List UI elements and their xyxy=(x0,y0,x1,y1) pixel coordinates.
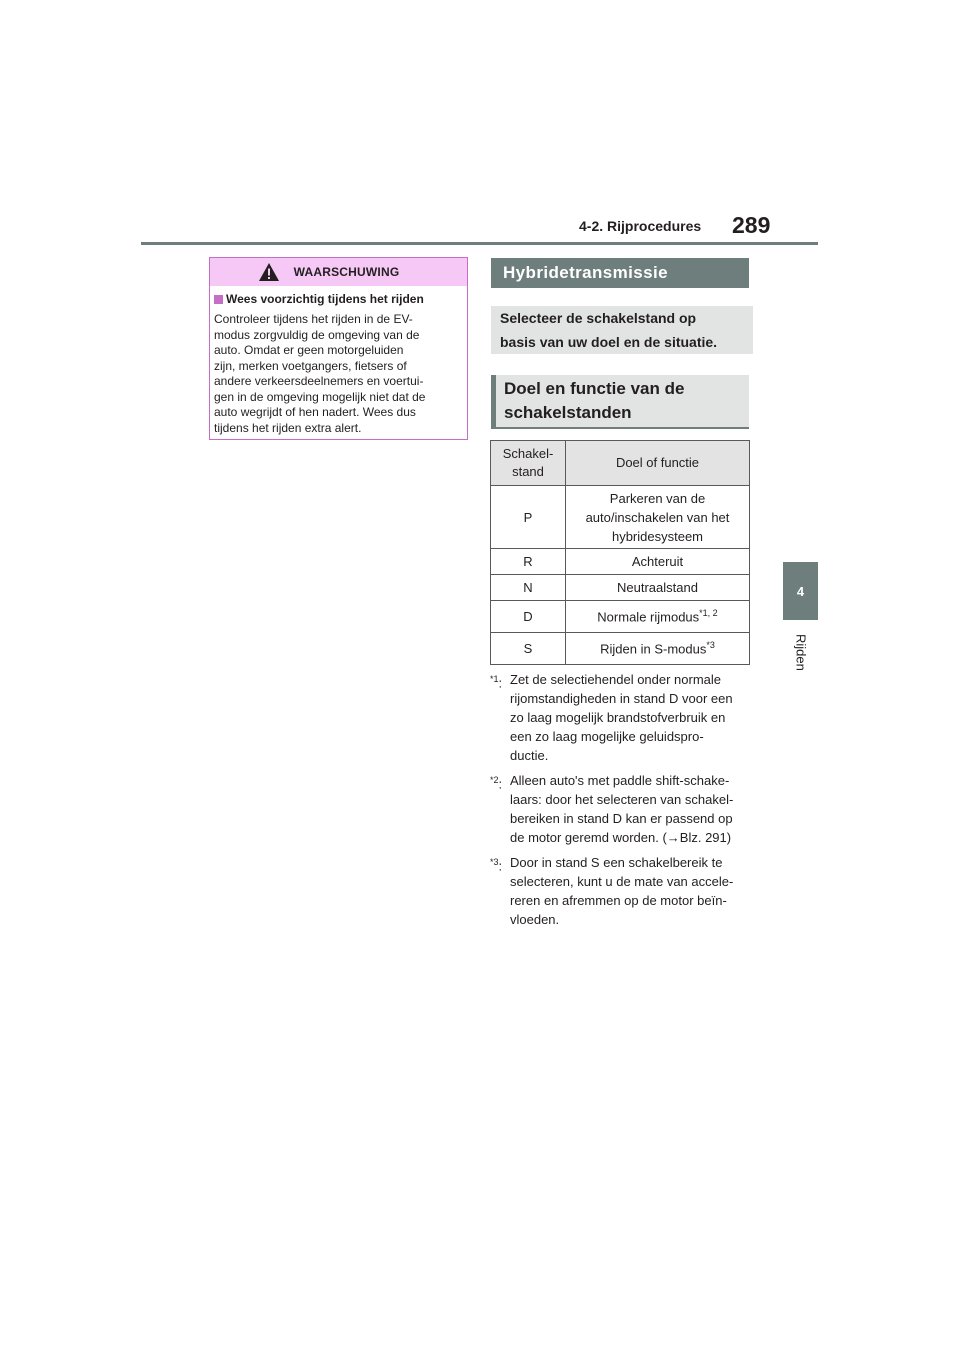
warning-heading xyxy=(214,292,424,306)
warning-header xyxy=(210,258,467,286)
footnote-mark: $^{*3}$: xyxy=(490,857,503,874)
cell-function: Neutraalstand xyxy=(566,575,750,601)
table-row xyxy=(491,575,750,601)
chapter-number: 4 xyxy=(796,583,805,599)
table-row xyxy=(491,549,750,575)
table-row xyxy=(491,486,750,549)
footnote xyxy=(490,853,752,929)
cell-function-text: Normale rijmodus xyxy=(597,609,700,625)
footnote-line: Alleen auto's met paddle shift-schake- xyxy=(510,773,730,788)
footnote-line: rijomstandigheden in stand D voor een xyxy=(510,691,733,706)
warning-line: auto wegrijdt of hen nadert. Wees dus xyxy=(214,405,416,419)
footnote-line: een zo laag mogelijke geluidspro- xyxy=(510,729,704,744)
warning-line: modus zorgvuldig de omgeving van de xyxy=(214,327,420,342)
footnote-line: de motor geremd worden. (→Blz. 291) xyxy=(510,830,732,845)
cell-position: D xyxy=(491,601,566,633)
footnote-mark-text: *3 xyxy=(490,857,499,867)
warning-body xyxy=(214,312,460,436)
cell-function xyxy=(566,633,750,665)
footnote-mark: $^{*2}$: xyxy=(490,775,503,792)
warning-line: zijn, merken voetgangers, fietsers of xyxy=(214,358,407,373)
footnote-line: selecteren, kunt u de mate van accele- xyxy=(510,874,734,889)
footnote-line: Door in stand S een schakelbereik te xyxy=(510,855,723,870)
footnote-line: reren en afremmen op de motor beïn- xyxy=(510,893,727,908)
subsection-heading-line: schakelstanden xyxy=(504,403,632,422)
footnote-line: vloeden. xyxy=(510,912,560,927)
warning-triangle-icon xyxy=(258,262,280,282)
footnote-mark-text: *1 xyxy=(490,674,499,684)
cell-function-line: hybridesysteem xyxy=(611,528,704,544)
column-header-position xyxy=(491,441,566,486)
chapter-label: Rijden xyxy=(793,633,809,671)
section-title: 4-2. Rijprocedures xyxy=(579,218,702,234)
cell-function xyxy=(566,486,750,549)
column-header-line: Schakel- xyxy=(502,446,554,461)
warning-line: gen in de omgeving mogelijk niet dat de xyxy=(214,389,426,404)
table-row xyxy=(491,601,750,633)
footnote-ref: *3 xyxy=(706,640,715,651)
cell-function-text: Rijden in S-modus xyxy=(600,641,707,657)
intro-box xyxy=(491,306,753,354)
warning-box xyxy=(209,257,468,440)
cell-position: R xyxy=(491,549,566,575)
footnote-ref: *1, 2 xyxy=(699,608,718,619)
cell-position: N xyxy=(491,575,566,601)
intro-line: basis van uw doel en de situatie. xyxy=(500,334,718,350)
warning-line: Controleer tijdens het rijden in de EV- xyxy=(214,312,413,326)
subsection-heading-line: Doel en functie van de xyxy=(504,379,685,398)
warning-line: tijdens het rijden extra alert. xyxy=(214,420,362,435)
page-number: 289 xyxy=(732,212,771,238)
gear-table xyxy=(490,440,750,665)
cell-position: P xyxy=(491,486,566,549)
footnote-line: laars: door het selecteren van schakel- xyxy=(510,792,734,807)
footnote-line: ductie. xyxy=(510,748,549,763)
footnote xyxy=(490,771,752,847)
warning-line: auto. Omdat er geen motorgeluiden xyxy=(214,343,404,357)
column-header-line: stand xyxy=(512,464,544,479)
cell-function: Achteruit xyxy=(566,549,750,575)
footnote-mark: $^{*1}$: xyxy=(490,674,503,691)
table-header-row xyxy=(491,441,750,486)
warning-title: WAARSCHUWING xyxy=(293,265,400,279)
footnote-line: bereiken in stand D kan er passend op xyxy=(510,811,733,826)
footnotes xyxy=(490,670,752,935)
warning-line: andere verkeersdeelnemers en voertui- xyxy=(214,374,424,388)
footnote-line: zo laag mogelijk brandstofverbruik en xyxy=(510,710,726,725)
footnote-mark-text: *2 xyxy=(490,775,499,785)
cell-function xyxy=(566,601,750,633)
cell-function-line: Parkeren van de xyxy=(609,490,706,506)
section-banner: Hybridetransmissie xyxy=(491,258,749,288)
footnote xyxy=(490,670,752,765)
subsection-heading xyxy=(491,375,749,429)
footnote-line: Zet de selectiehendel onder normale xyxy=(510,672,722,687)
cell-function-line: auto/inschakelen van het xyxy=(585,509,730,525)
header-divider xyxy=(141,242,818,245)
cell-position: S xyxy=(491,633,566,665)
column-header-function: Doel of functie xyxy=(566,441,750,486)
table-row xyxy=(491,633,750,665)
intro-line: Selecteer de schakelstand op xyxy=(500,310,697,326)
chapter-tab xyxy=(783,562,818,620)
bullet-square-icon xyxy=(214,295,223,304)
warning-heading-text: Wees voorzichtig tijdens het rijden xyxy=(226,292,424,306)
